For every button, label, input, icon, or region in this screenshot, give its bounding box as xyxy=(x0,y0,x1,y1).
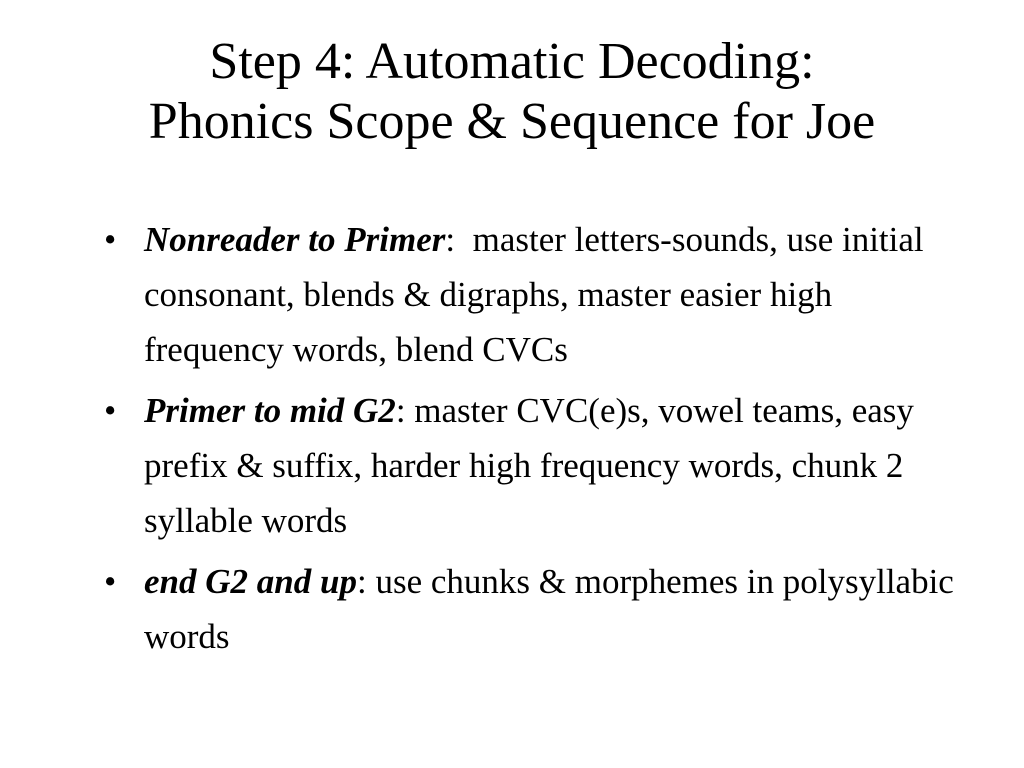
bullet-icon: • xyxy=(104,391,117,430)
bullet-separator: : xyxy=(356,562,376,601)
bullet-icon: • xyxy=(104,220,117,259)
bullet-item-primer xyxy=(104,383,954,548)
slide-title xyxy=(40,32,984,152)
bullet-text: master letters-sounds, use initial consonant, blends & digraphs, master easier high frequency words, blend CVCs xyxy=(144,220,924,369)
bullet-label: Nonreader to Primer xyxy=(144,220,446,259)
bullet-text: use chunks & morphemes in polysyllabic words xyxy=(144,562,954,656)
bullet-item-end-g2 xyxy=(104,554,954,664)
bullet-separator: : xyxy=(445,220,473,259)
bullet-separator: : xyxy=(395,391,415,430)
title-line-1: Step 4: Automatic Decoding: xyxy=(209,33,815,90)
bullet-item-nonreader xyxy=(104,212,954,377)
title-line-2: Phonics Scope & Sequence for Joe xyxy=(148,93,876,150)
bullet-list xyxy=(104,212,954,670)
bullet-icon: • xyxy=(104,562,117,601)
bullet-label: Primer to mid G2 xyxy=(144,391,396,430)
bullet-label: end G2 and up xyxy=(144,562,357,601)
bullet-text: master CVC(e)s, vowel teams, easy prefix & suffix, harder high frequency words, chunk 2 syllable words xyxy=(144,391,914,540)
